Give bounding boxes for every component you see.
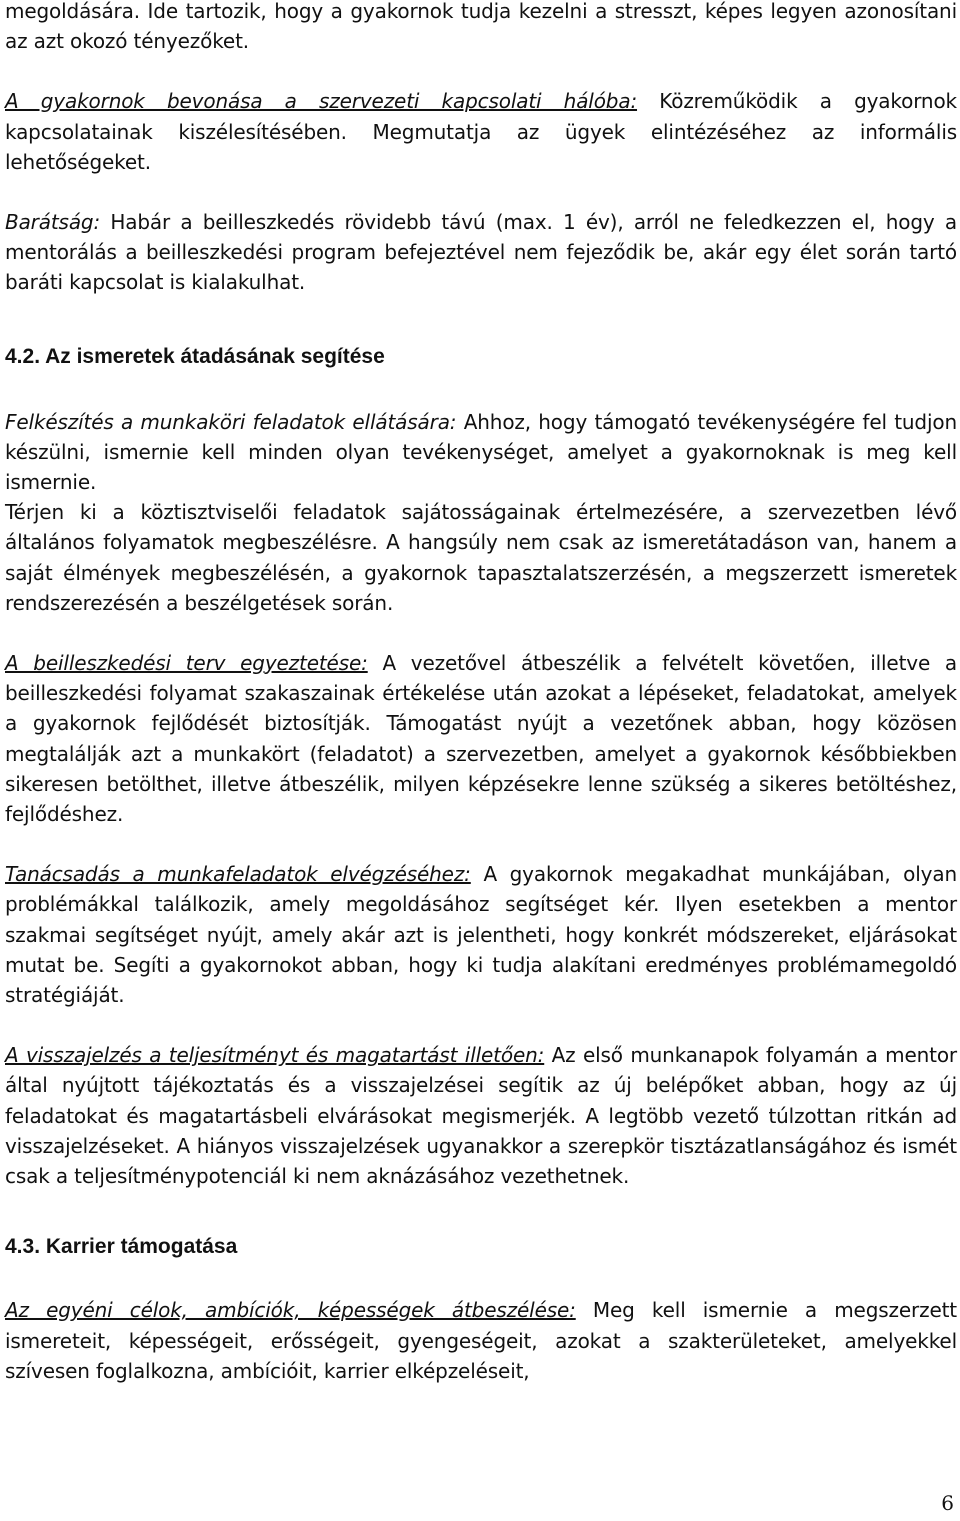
- section-heading-4-2: [5, 342, 957, 372]
- paragraph-individual-goals: [5, 1295, 957, 1386]
- page-number: 6: [941, 1491, 954, 1515]
- paragraph-text: Az első munkanapok folyamán a mentor által nyújtott tájékoztatás és a visszajelzései segítik az új belépőket abban, hogy az új feladatokat és magatartásbeli elvárásokat megismerjék. A legtöbb vezető túlzottan ritkán ad visszajelzéseket. A hiányos visszajelzések ugyanakkor a szerepkör tisztázatlanságához és ismét csak a teljesítménypotenciál ki nem aknázásához vezethetnek.: [5, 1043, 957, 1189]
- paragraph-text: Ahhoz, hogy támogató tevékenységére fel tudjon készülni, ismernie kell minden olyan tevékenységet, amelyet a gyakornoknak is meg kell ismernie.: [5, 409, 957, 495]
- section-title: Az ismeretek átadásának segítése: [40, 344, 385, 368]
- paragraph-advice: [5, 859, 957, 1010]
- section-title: Karrier támogatása: [40, 1235, 238, 1259]
- paragraph-label: Felkészítés a munkaköri feladatok ellátására:: [5, 409, 457, 434]
- paragraph-text: A gyakornok megakadhat munkájában, olyan problémákkal találkozik, amely megoldásához segítséget kér. Ilyen esetekben a mentor szakmai segítséget nyújt, amely akár azt is jelentheti, hogy konkrét módszereket, eljárásokat mutat be. Segíti a gyakornokot abban, hogy ki tudja alakítani eredményes problémamegoldó stratégiáját.: [5, 862, 957, 1008]
- paragraph-label: Barátság:: [5, 210, 101, 235]
- paragraph-public-service: [5, 497, 957, 618]
- paragraph-text: megoldására. Ide tartozik, hogy a gyakornok tudja kezelni a stresszt, képes legyen azonosítani az azt okozó tényezőket.: [5, 0, 957, 54]
- paragraph-text: Habár a beilleszkedés rövidebb távú (max. 1 év), arról ne feledkezzen el, hogy a mentorálás a beilleszkedési program befejeztével nem fejeződik be, akár egy élet során tartó baráti kapcsolat is kialakulhat.: [5, 210, 957, 295]
- paragraph-friendship: [5, 207, 957, 298]
- paragraph-stress: [5, 0, 957, 56]
- section-heading-4-3: [5, 1232, 957, 1262]
- paragraph-label: Az egyéni célok, ambíciók, képességek átbeszélése:: [5, 1298, 576, 1323]
- paragraph-label: A beilleszkedési terv egyeztetése:: [5, 651, 368, 676]
- section-number: 4.3.: [5, 1235, 41, 1259]
- paragraph-text: Térjen ki a köztisztviselői feladatok sajátosságainak értelmezésére, a szervezetben lévő általános folyamatok megbeszélésre. A hangsúly nem csak az ismeretátadáson van, hanem a saját élmények megbeszélésén, a gyakornok tapasztalatszerzésén, a megszerzett ismeretek rendszerezésén a beszélgetések során.: [5, 500, 957, 615]
- paragraph-network: [5, 86, 957, 177]
- paragraph-text: Meg kell ismernie a megszerzett ismereteit, képességeit, erősségeit, gyengeségeit, azokat a szakterületeket, amelyekkel szívesen foglalkozna, ambícióit, karrier elképzeléseit,: [5, 1298, 957, 1383]
- paragraph-integration-plan: [5, 648, 957, 829]
- paragraph-preparation: [5, 407, 957, 498]
- paragraph-label: A visszajelzés a teljesítményt és magatartást illetően:: [5, 1043, 545, 1068]
- document-page: [5, 0, 957, 1386]
- paragraph-label: Tanácsadás a munkafeladatok elvégzéséhez:: [5, 862, 471, 887]
- paragraph-label: A gyakornok bevonása a szervezeti kapcsolati hálóba:: [5, 89, 638, 114]
- section-number: 4.2.: [5, 344, 41, 368]
- paragraph-text: Közreműködik a gyakornok kapcsolatainak kiszélesítésében. Megmutatja az ügyek elintézéséhez az informális lehetőségeket.: [5, 89, 957, 174]
- paragraph-text: A vezetővel átbeszélik a felvételt követően, illetve a beilleszkedési folyamat szakaszainak értékelése után azokat a lépéseket, feladatokat, amelyek a gyakornok fejlődését biztosítják. Támogatást nyújt a vezetőnek abban, hogy közösen megtalálják azt a munkakört (feladatot) a szervezetben, amelyet a gyakornok későbbiekben sikeresen betölthet, illetve átbeszélik, milyen képzésekre lenne szükség a sikeres betöltéshez, fejlődéshez.: [5, 651, 957, 827]
- paragraph-feedback: [5, 1040, 957, 1191]
